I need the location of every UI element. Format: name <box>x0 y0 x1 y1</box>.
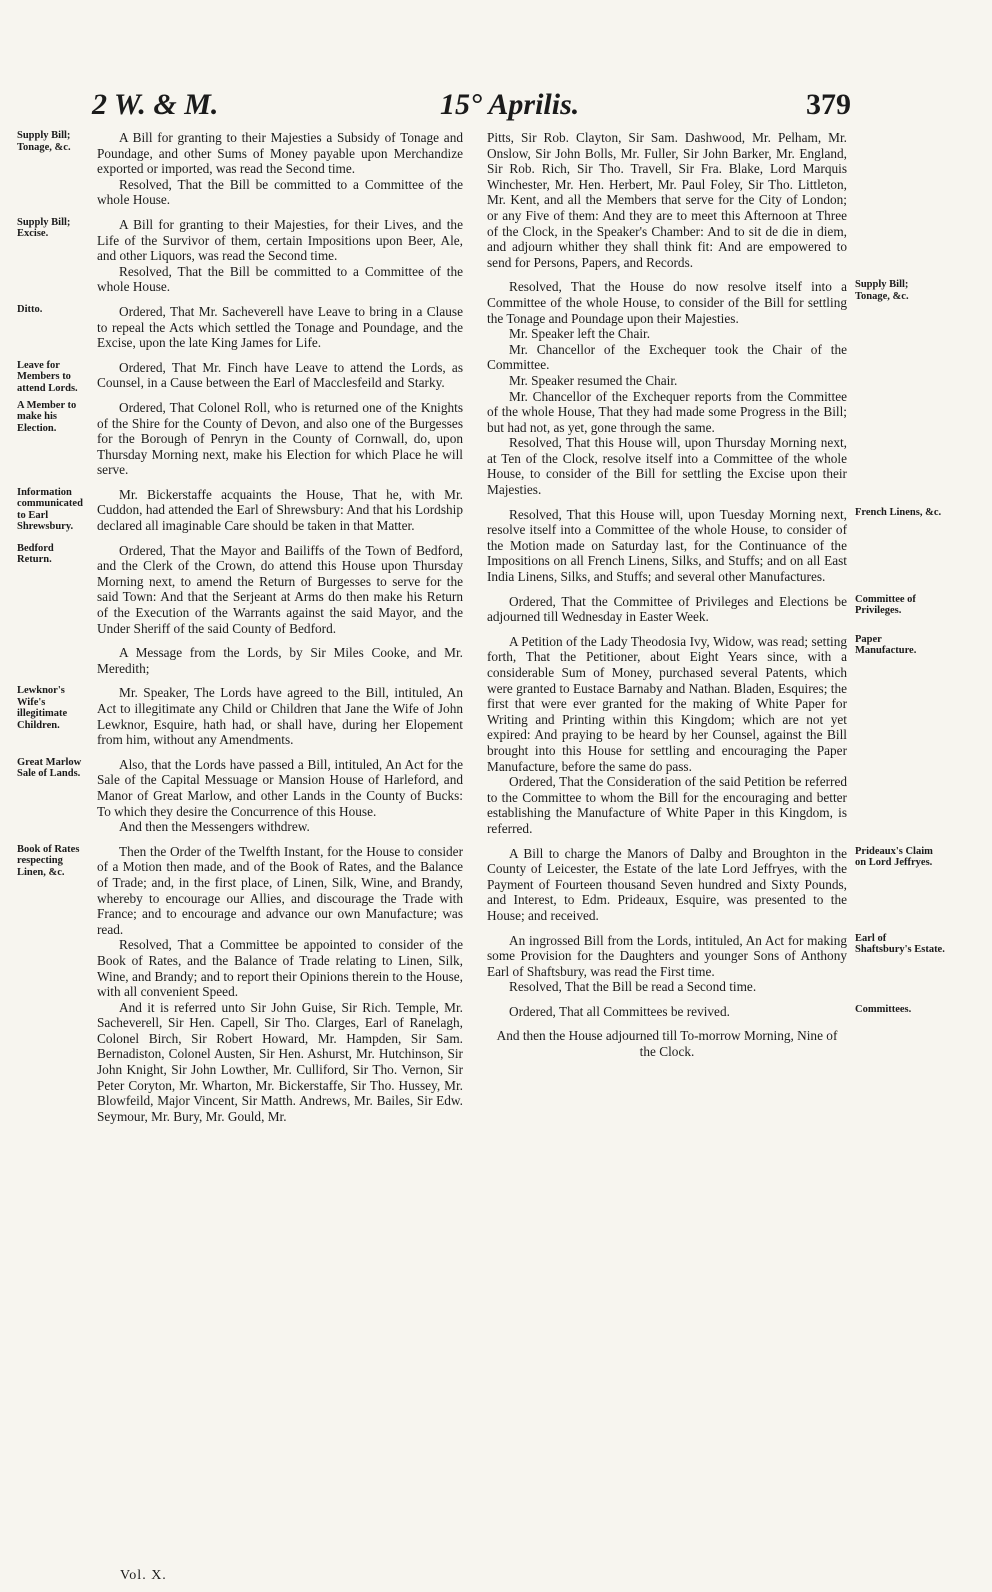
journal-entry <box>17 843 463 1125</box>
regnal-year: 2 W. & M. <box>92 88 219 121</box>
entry-paragraph: An ingrossed Bill from the Lords, intituled, An Act for making some Provision for the Daughters and younger Sons of Anthony Earl of Shaftsbury, was read the First time. <box>487 932 847 979</box>
entry-paragraph: Mr. Bickerstaffe acquaints the House, That he, with Mr. Cuddon, had attended the Earl of Shrewsbury: And that his Lordship declared all imaginable Care should be taken in that Matter. <box>97 486 463 534</box>
margin-note: Book of Rates respecting Linen, &c. <box>17 843 80 878</box>
journal-entry <box>17 359 463 394</box>
entry-paragraph: Mr. Speaker left the Chair. <box>509 326 651 342</box>
entry-paragraph: A Bill for granting to their Majesties a Subsidy of Tonage and Poundage, and other Sums of Money payable upon Merchandize exported or imported, was read the Second time. <box>97 130 463 177</box>
journal-entry <box>17 685 463 748</box>
journal-entry <box>487 279 909 498</box>
margin-note: Bedford Return. <box>17 542 54 566</box>
entry-paragraph: Then the Order of the Twelfth Instant, for the House to consider of a Motion then made, and of the Book of Rates, and the Balance of Trade; and, in the first place, of Linen, Silk, Wine, and Brandy, whereby to encourage our Allies, and discourage the Trade with France; and to encourage and advance our own Manufacture; was read. <box>97 843 463 937</box>
entry-paragraph: Mr. Speaker, The Lords have agreed to the Bill, intituled, An Act to illegitimate any Child or Children that Jane the Wife of John Lewknor, Esquire, hath had, or shall have, during her Elopement from him, without any Amendments. <box>97 685 463 748</box>
entry-paragraph: Also, that the Lords have passed a Bill, intituled, An Act for the Sale of the Capital Messuage or Mansion House of Harleford, and Manor of Great Marlow, and other Lands in the County of Bucks: To which they desire the Concurrence of this House. <box>97 756 463 819</box>
journal-entry <box>487 633 917 837</box>
margin-note: Lewknor's Wife's illegitimate Children. <box>17 685 68 731</box>
entry-paragraph: A Bill to charge the Manors of Dalby and Broughton in the County of Leicester, the Estate of the late Lord Jeffryes, with the Payment of Fourteen thousand Seven hundred and Sixty Pounds, and Interest, to Edm. Prideaux, Esquire, was presented to the House; and received. <box>487 845 847 923</box>
margin-note: French Linens, &c. <box>855 506 942 518</box>
entry-paragraph: A Message from the Lords, by Sir Miles Cooke, and Mr. Meredith; <box>97 645 463 676</box>
entry-paragraph: Pitts, Sir Rob. Clayton, Sir Sam. Dashwood, Mr. Pelham, Mr. Onslow, Sir John Bolls, Mr. Fuller, Sir John Barker, Mr. England, Sir Rob. Rich, Sir Tho. Travell, Sir Fra. Blake, Lord Marquis Winchester, Mr. Hen. Herbert, Mr. Paul Foley, Sir Tho. Littleton, Mr. Kent, and all the Members that serve for the City of London; or any Five of them: And they are to meet this Afternoon at Three of the Clock, in the Speaker's Chamber: And to sit de die in diem, and adjourn whither they shall think fit: And are empowered to send for Persons, Papers, and Records. <box>487 130 847 270</box>
page-number: 379 <box>806 88 851 121</box>
margin-note: Supply Bill; Tonage, &c. <box>17 130 71 153</box>
margin-note: Ditto. <box>17 303 43 315</box>
margin-note: Prideaux's Claim on Lord Jeffryes. <box>855 845 933 869</box>
entry-paragraph: A Petition of the Lady Theodosia Ivy, Widow, was read; setting forth, That the Petitioner, about Eight Years since, with a considerable Sum of Money, purchased several Patents, which were granted to Eustace Barnaby and Nathan. Bladen, Esquires; the first that were ever granted for the making of White Paper for Writing and Printing within this Kingdom; which are not yet expired: And praying to be heard by her Counsel, against the Bill brought into this House for settling and encouraging the Paper Manufacture, before the same do pass. <box>487 633 847 774</box>
entry-paragraph: Mr. Chancellor of the Exchequer took the Chair of the Committee. <box>487 341 847 373</box>
entry-paragraph: And it is referred unto Sir John Guise, Sir Rich. Temple, Mr. Sacheverell, Sir Hen. Capell, Sir Tho. Clarges, Earl of Ranelagh, Colonel Birch, Sir Robert Howard, Mr. Hampden, Sir Sam. Bernadiston, Colonel Austen, Sir Hen. Ashurst, Mr. Hutchinson, Sir John Knight, Sir John Lowther, Mr. Culliford, Sir Tho. Vernon, Sir Peter Coryton, Mr. Wharton, Mr. Bickerstaffe, Sir Tho. Hussey, Mr. Blowfeild, Major Vincent, Sir Matth. Andrews, Mr. Bailes, Sir Edw. Seymour, Mr. Bury, Mr. Gould, Mr. <box>97 999 463 1124</box>
entry-paragraph: Resolved, That the Bill be read a Second time. <box>509 979 757 995</box>
journal-entry <box>487 130 847 270</box>
journal-entry <box>17 399 463 478</box>
entry-paragraph: Mr. Speaker resumed the Chair. <box>509 372 678 388</box>
margin-note: Information communicated to Earl Shrewsbury. <box>17 486 83 533</box>
margin-note: Supply Bill; Tonage, &c. <box>855 279 909 302</box>
entry-paragraph: Ordered, That the Consideration of the said Petition be referred to the Committee to whom the Bill for the encouraging and better establishing the Manufacture of White Paper in this Kingdom, is referred. <box>487 774 847 836</box>
entry-paragraph: Ordered, That the Committee of Privileges and Elections be adjourned till Wednesday in Easter Week. <box>487 593 847 625</box>
journal-entry <box>97 645 463 676</box>
journal-entry <box>487 845 933 924</box>
volume-label: Vol. X. <box>120 1568 167 1583</box>
date-heading: 15° Aprilis. <box>440 88 580 121</box>
margin-note: Paper Manufacture. <box>855 633 917 657</box>
journal-entry <box>17 216 463 295</box>
entry-paragraph: Ordered, That all Committees be revived. <box>509 1003 730 1019</box>
journal-entry <box>17 130 463 208</box>
journal-entry <box>487 506 942 585</box>
right-column <box>487 130 945 1069</box>
margin-note: Earl of Shaftsbury's Estate. <box>855 932 945 955</box>
journal-entry <box>487 593 916 625</box>
left-column <box>17 130 463 1133</box>
entry-paragraph: Ordered, That Colonel Roll, who is returned one of the Knights of the Shire for the County of Devon, and also one of the Burgesses for the Borough of Penryn in the County of Cornwall, do, upon Thursday Morning next, make his Election for which Place he will serve. <box>97 399 463 478</box>
entry-paragraph: Ordered, That the Mayor and Bailiffs of the Town of Bedford, and the Clerk of the Crown, do attend this House upon Thursday Morning next, to amend the Return of Burgesses to serve for the said Town: And that the Serjeant at Arms do then make his Return of the Execution of the Warrants against the said Mayor, and the Under Sheriff of the said County of Bedford. <box>97 542 463 636</box>
margin-note: Leave for Members to attend Lords. <box>17 359 78 394</box>
entry-paragraph: And then the House adjourned till To-morrow Morning, Nine of the Clock. <box>496 1028 838 1060</box>
journal-entry <box>17 303 463 351</box>
margin-note: Supply Bill; Excise. <box>17 216 71 240</box>
journal-entry <box>487 1003 912 1020</box>
entry-paragraph: Resolved, That the Bill be committed to a Committee of the whole House. <box>97 176 463 208</box>
margin-note: Committee of Privileges. <box>855 593 916 617</box>
entry-paragraph: Ordered, That Mr. Finch have Leave to attend the Lords, as Counsel, in a Cause between the Earl of Macclesfeild and Starky. <box>97 359 463 391</box>
entry-paragraph: A Bill for granting to their Majesties, for their Lives, and the Life of the Survivor of them, certain Impositions upon Beer, Ale, and other Liquors, was read the Second time. <box>97 216 463 264</box>
entry-paragraph: And then the Messengers withdrew. <box>119 819 310 835</box>
journal-entry <box>17 542 463 637</box>
margin-note: Great Marlow Sale of Lands. <box>17 756 82 780</box>
entry-paragraph: Resolved, That this House will, upon Thursday Morning next, at Ten of the Clock, resolve itself into a Committee of the whole House, to consider of the Bill for settling the Excise upon their Majesties. <box>487 435 847 498</box>
entry-paragraph: Resolved, That the Bill be committed to a Committee of the whole House. <box>97 263 463 295</box>
margin-note: A Member to make his Election. <box>17 399 77 434</box>
journal-entry <box>17 486 463 534</box>
entry-paragraph: Resolved, That the House do now resolve itself into a Committee of the whole House, to consider of the Bill for settling the Tonage and Poundage upon their Majesties. <box>487 279 847 326</box>
entry-paragraph: Mr. Chancellor of the Exchequer reports from the Committee of the whole House, That they had made some Progress in the Bill; but had not, as yet, gone through the same. <box>487 388 847 435</box>
journal-entry <box>17 756 463 835</box>
entry-paragraph: Resolved, That a Committee be appointed to consider of the Book of Rates, and the Balance of Trade relating to Linen, Silk, Wine, and Brandy; and to report their Opinions therein to the House, with all convenient Speed. <box>97 937 463 1000</box>
entry-paragraph: Resolved, That this House will, upon Tuesday Morning next, resolve itself into a Committee of the whole House, to consider of the Motion made on Saturday last, for the Continuance of the Impositions on all French Linens, Silks, and Stuffs; and on all East India Linens, Silks, and Stuffs; and several other Manufactures. <box>487 506 847 585</box>
margin-note: Committees. <box>855 1003 912 1015</box>
journal-entry <box>487 1028 847 1059</box>
journal-entry <box>487 932 945 995</box>
entry-paragraph: Ordered, That Mr. Sacheverell have Leave to bring in a Clause to repeal the Acts which settled the Tonage and Poundage, and the Excise, upon the late King James for Life. <box>97 303 463 351</box>
